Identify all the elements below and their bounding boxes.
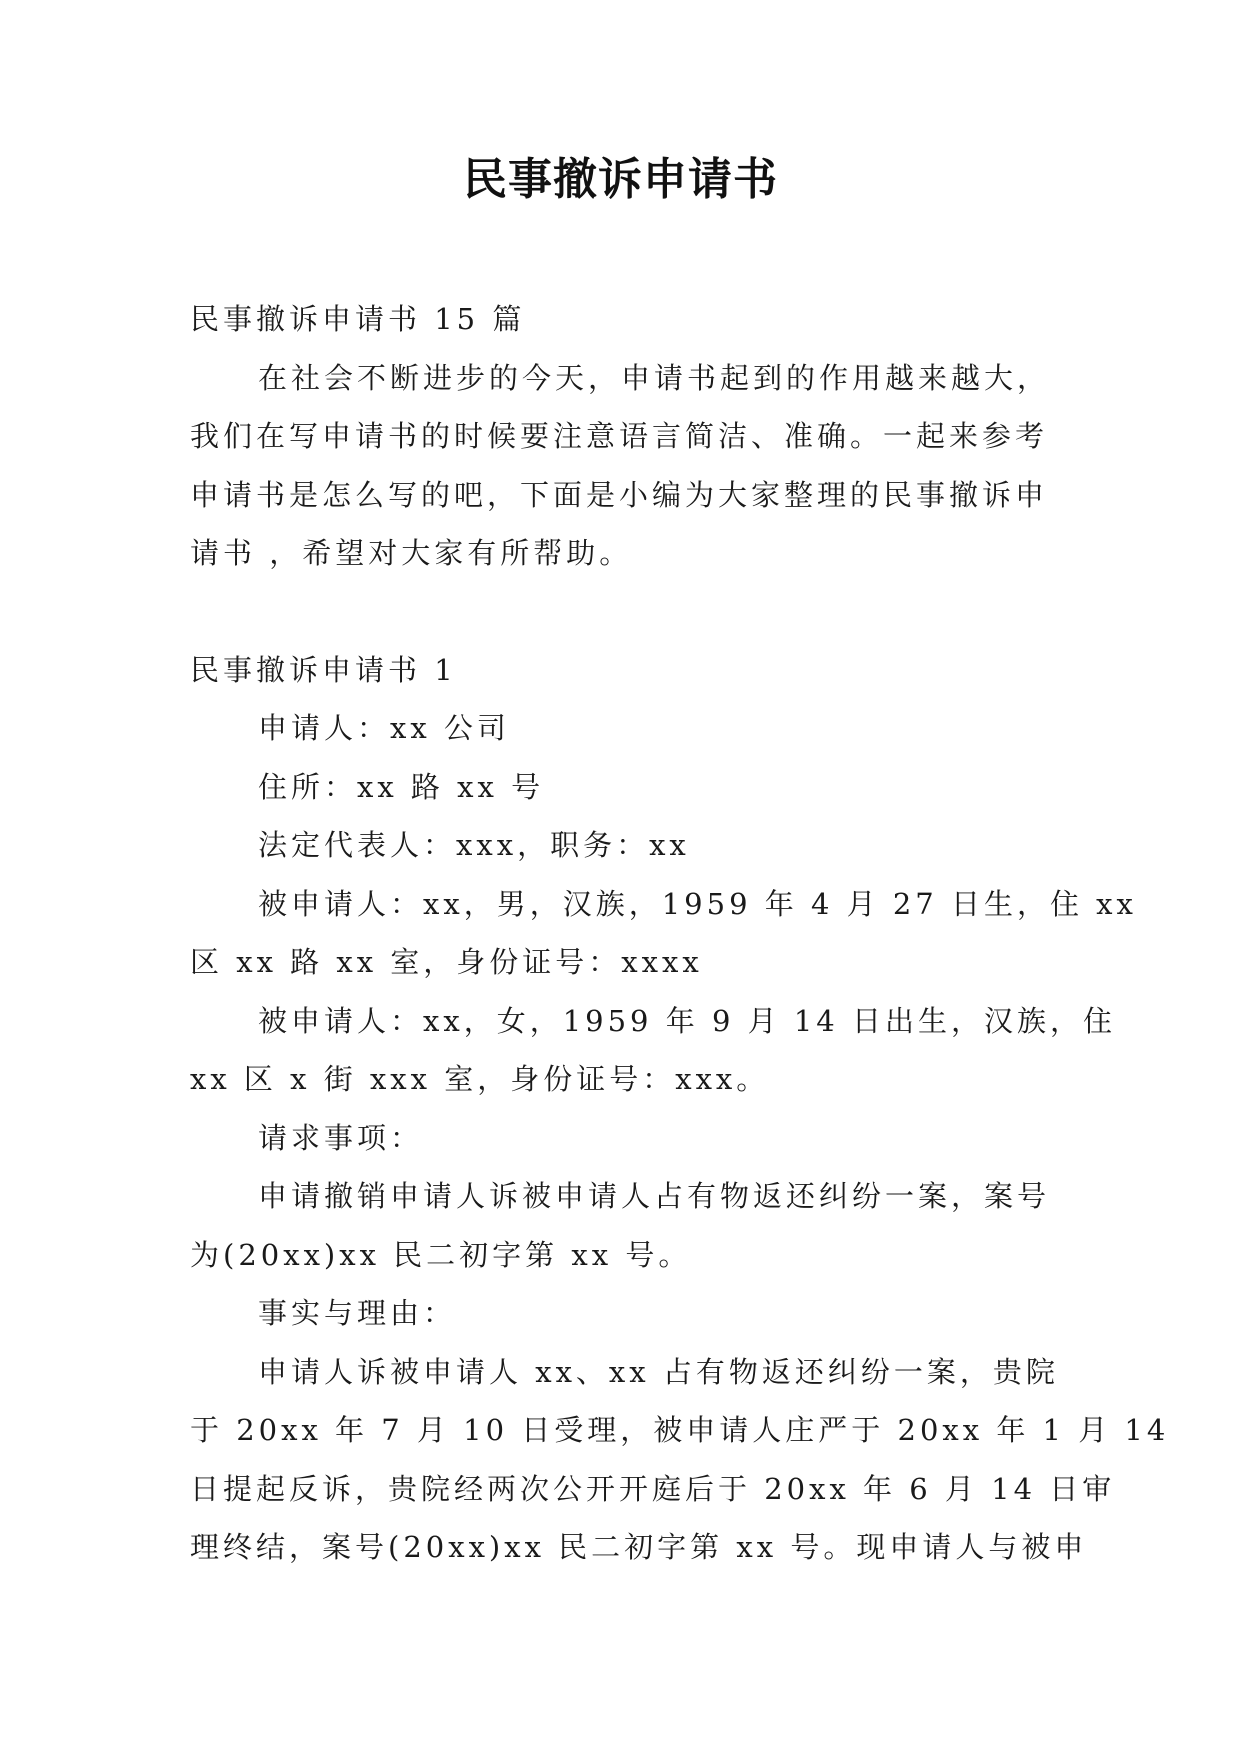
respondent-1-line: 区 xx 路 xx 室，身份证号：xxxx [190,945,703,979]
document-body [190,290,1170,1577]
facts-paragraph-line: 理终结，案号(20xx)xx 民二初字第 xx 号。现申请人与被申 [190,1530,1088,1564]
request-paragraph-line: 为(20xx)xx 民二初字第 xx 号。 [190,1237,692,1272]
intro-paragraph-line: 在社会不断进步的今天，申请书起到的作用越来越大， [258,360,1051,395]
address-line: 住所：xx 路 xx 号 [258,769,545,804]
intro-paragraph-line: 我们在写申请书的时候要注意语言简洁、准确。一起来参考 [190,419,1049,453]
intro-paragraph-line: 申请书是怎么写的吧，下面是小编为大家整理的民事撤诉申 [190,477,1049,512]
respondent-1-line: 被申请人：xx，男，汉族，1959 年 4 月 27 日生，住 xx [258,886,1137,921]
document-title: 民事撤诉申请书 [463,154,778,205]
facts-paragraph-line: 于 20xx 年 7 月 10 日受理，被申请人庄严于 20xx 年 1 月 14 [190,1413,1170,1447]
facts-paragraph-line: 申请人诉被申请人 xx、xx 占有物返还纠纷一案，贵院 [258,1354,1059,1389]
applicant-line: 申请人：xx 公司 [258,711,510,745]
request-heading: 请求事项： [258,1120,424,1155]
legal-representative-line: 法定代表人：xxx，职务：xx [258,828,690,862]
respondent-2-line: 被申请人：xx，女，1959 年 9 月 14 日出生，汉族，住 [258,1003,1116,1038]
subtitle-line: 民事撤诉申请书 15 篇 [190,302,526,336]
paragraph-gap [190,583,1070,641]
facts-paragraph-line: 日提起反诉，贵院经两次公开开庭后于 20xx 年 6 月 14 日审 [190,1471,1116,1506]
section-heading: 民事撤诉申请书 1 [190,652,457,687]
facts-heading: 事实与理由： [258,1296,457,1330]
respondent-2-line: xx 区 x 街 xxx 室，身份证号：xxx。 [190,1062,770,1096]
request-paragraph-line: 申请撤销申请人诉被申请人占有物返还纠纷一案，案号 [258,1179,1051,1213]
intro-paragraph-line: 请书 ，希望对大家有所帮助。 [190,536,633,570]
